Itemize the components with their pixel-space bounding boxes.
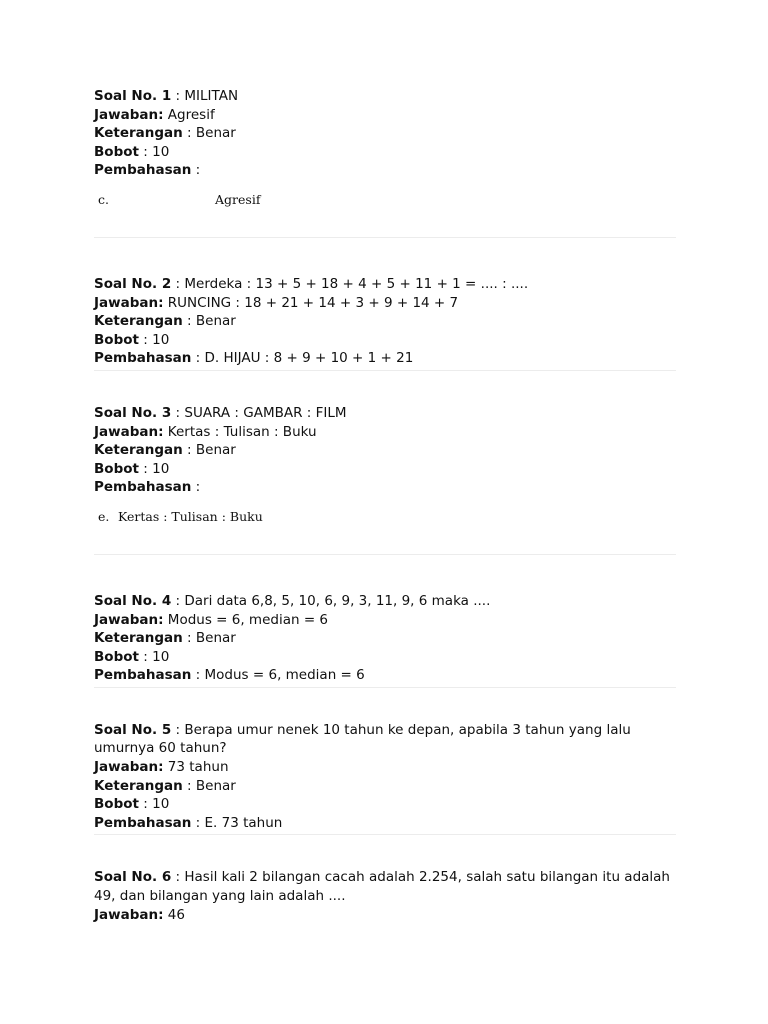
answer-label: Jawaban:: [94, 759, 164, 776]
option-text: Kertas : Tulisan : Buku: [118, 508, 263, 524]
weight-line: Bobot : 10: [94, 648, 170, 665]
answer-label: Jawaban:: [94, 611, 164, 628]
divider: [94, 370, 676, 371]
discussion-option: [98, 509, 676, 524]
status-value: Benar: [195, 777, 236, 794]
question-text: Dari data 6,8, 5, 10, 6, 9, 3, 11, 9, 6 maka ....: [184, 592, 491, 609]
weight-line: Bobot : 10: [94, 331, 170, 348]
discussion-option: [98, 192, 676, 207]
status-value: Benar: [195, 442, 236, 459]
question-number: Soal No. 3: [94, 404, 172, 421]
answer-value: Kertas : Tulisan : Buku: [167, 423, 317, 440]
status-label: Keterangan: [94, 630, 183, 647]
answer-line: [94, 423, 676, 442]
status-line: Keterangan : Benar: [94, 777, 236, 794]
question-block-5: [94, 721, 676, 833]
document-page: [94, 87, 676, 924]
discussion-label: Pembahasan: [94, 667, 192, 684]
answer-label: Jawaban:: [94, 294, 164, 311]
weight-label: Bobot: [94, 331, 139, 348]
question-block-4: [94, 592, 676, 685]
question-number: Soal No. 6: [94, 869, 172, 886]
answer-line: [94, 758, 676, 777]
status-label: Keterangan: [94, 125, 183, 142]
question-text: MILITAN: [184, 88, 239, 104]
question-line: Soal No. 4 : Dari data 6,8, 5, 10, 6, 9, 3, 11, 9, 6 maka ....: [94, 592, 491, 609]
option-letter: c.: [98, 191, 109, 207]
discussion-line: Pembahasan : D. HIJAU : 8 + 9 + 10 + 1 + 21: [94, 350, 414, 367]
discussion-line: Pembahasan : Modus = 6, median = 6: [94, 667, 365, 684]
discussion-value: D. HIJAU : 8 + 9 + 10 + 1 + 21: [204, 350, 414, 367]
discussion-value: Modus = 6, median = 6: [204, 667, 365, 684]
weight-line: Bobot : 10: [94, 460, 170, 477]
status-label: Keterangan: [94, 313, 183, 330]
answer-value: Agresif: [167, 106, 215, 123]
answer-value: 73 tahun: [167, 759, 229, 776]
discussion-value: E. 73 tahun: [204, 814, 283, 831]
weight-value: 10: [152, 460, 170, 477]
status-value: Benar: [195, 630, 236, 647]
answer-value: RUNCING : 18 + 21 + 14 + 3 + 9 + 14 + 7: [167, 294, 459, 311]
answer-label: Jawaban:: [94, 106, 164, 123]
status-value: Benar: [195, 125, 236, 142]
answer-value: 46: [167, 906, 185, 923]
question-line: Soal No. 5 : Berapa umur nenek 10 tahun ke depan, apabila 3 tahun yang lalu umurnya 60 tahun?: [94, 721, 631, 757]
answer-line: [94, 906, 676, 925]
discussion-label: Pembahasan: [94, 350, 192, 367]
question-block-1: [94, 87, 676, 180]
answer-line: [94, 294, 676, 313]
weight-value: 10: [152, 796, 170, 813]
option-letter: e.: [98, 508, 110, 524]
answer-value: Modus = 6, median = 6: [167, 611, 329, 628]
weight-label: Bobot: [94, 460, 139, 477]
status-line: Keterangan : Benar: [94, 442, 236, 459]
question-number: Soal No. 1: [94, 88, 172, 104]
status-line: Keterangan : Benar: [94, 313, 236, 330]
discussion-label: Pembahasan: [94, 814, 192, 831]
question-line: Soal No. 2 : Merdeka : 13 + 5 + 18 + 4 + 5 + 11 + 1 = .... : ....: [94, 275, 529, 292]
question-line: Soal No. 1 : MILITAN: [94, 88, 239, 104]
answer-line: [94, 106, 676, 125]
weight-value: 10: [152, 331, 170, 348]
weight-value: 10: [152, 648, 170, 665]
question-block-6: [94, 868, 676, 924]
question-number: Soal No. 5: [94, 721, 172, 738]
discussion-line: Pembahasan :: [94, 162, 201, 179]
question-text: Berapa umur nenek 10 tahun ke depan, apabila 3 tahun yang lalu umurnya 60 tahun?: [94, 721, 631, 757]
status-label: Keterangan: [94, 777, 183, 794]
status-line: Keterangan : Benar: [94, 630, 236, 647]
weight-line: Bobot : 10: [94, 143, 170, 160]
answer-label: Jawaban:: [94, 906, 164, 923]
weight-label: Bobot: [94, 796, 139, 813]
weight-value: 10: [152, 143, 170, 160]
question-text: SUARA : GAMBAR : FILM: [184, 404, 347, 421]
discussion-line: Pembahasan :: [94, 479, 201, 496]
status-line: Keterangan : Benar: [94, 125, 236, 142]
question-block-3: [94, 404, 676, 497]
divider: [94, 687, 676, 688]
question-line: Soal No. 3 : SUARA : GAMBAR : FILM: [94, 404, 347, 421]
question-block-2: [94, 275, 676, 368]
weight-line: Bobot : 10: [94, 796, 170, 813]
option-text: Agresif: [215, 191, 261, 207]
discussion-label: Pembahasan: [94, 479, 192, 496]
weight-label: Bobot: [94, 143, 139, 160]
question-number: Soal No. 2: [94, 275, 172, 292]
status-label: Keterangan: [94, 442, 183, 459]
divider: [94, 554, 676, 555]
question-number: Soal No. 4: [94, 592, 172, 609]
question-line: Soal No. 6 : Hasil kali 2 bilangan cacah adalah 2.254, salah satu bilangan itu adalah 49, dan bilangan yang lain adalah ....: [94, 869, 670, 905]
answer-label: Jawaban:: [94, 423, 164, 440]
divider: [94, 834, 676, 835]
discussion-line: Pembahasan : E. 73 tahun: [94, 814, 283, 831]
answer-line: [94, 611, 676, 630]
divider: [94, 237, 676, 238]
question-text: Merdeka : 13 + 5 + 18 + 4 + 5 + 11 + 1 = .... : ....: [184, 275, 529, 292]
weight-label: Bobot: [94, 648, 139, 665]
question-text: Hasil kali 2 bilangan cacah adalah 2.254, salah satu bilangan itu adalah 49, dan bilangan yang lain adalah ....: [94, 869, 670, 905]
discussion-label: Pembahasan: [94, 162, 192, 179]
status-value: Benar: [195, 313, 236, 330]
